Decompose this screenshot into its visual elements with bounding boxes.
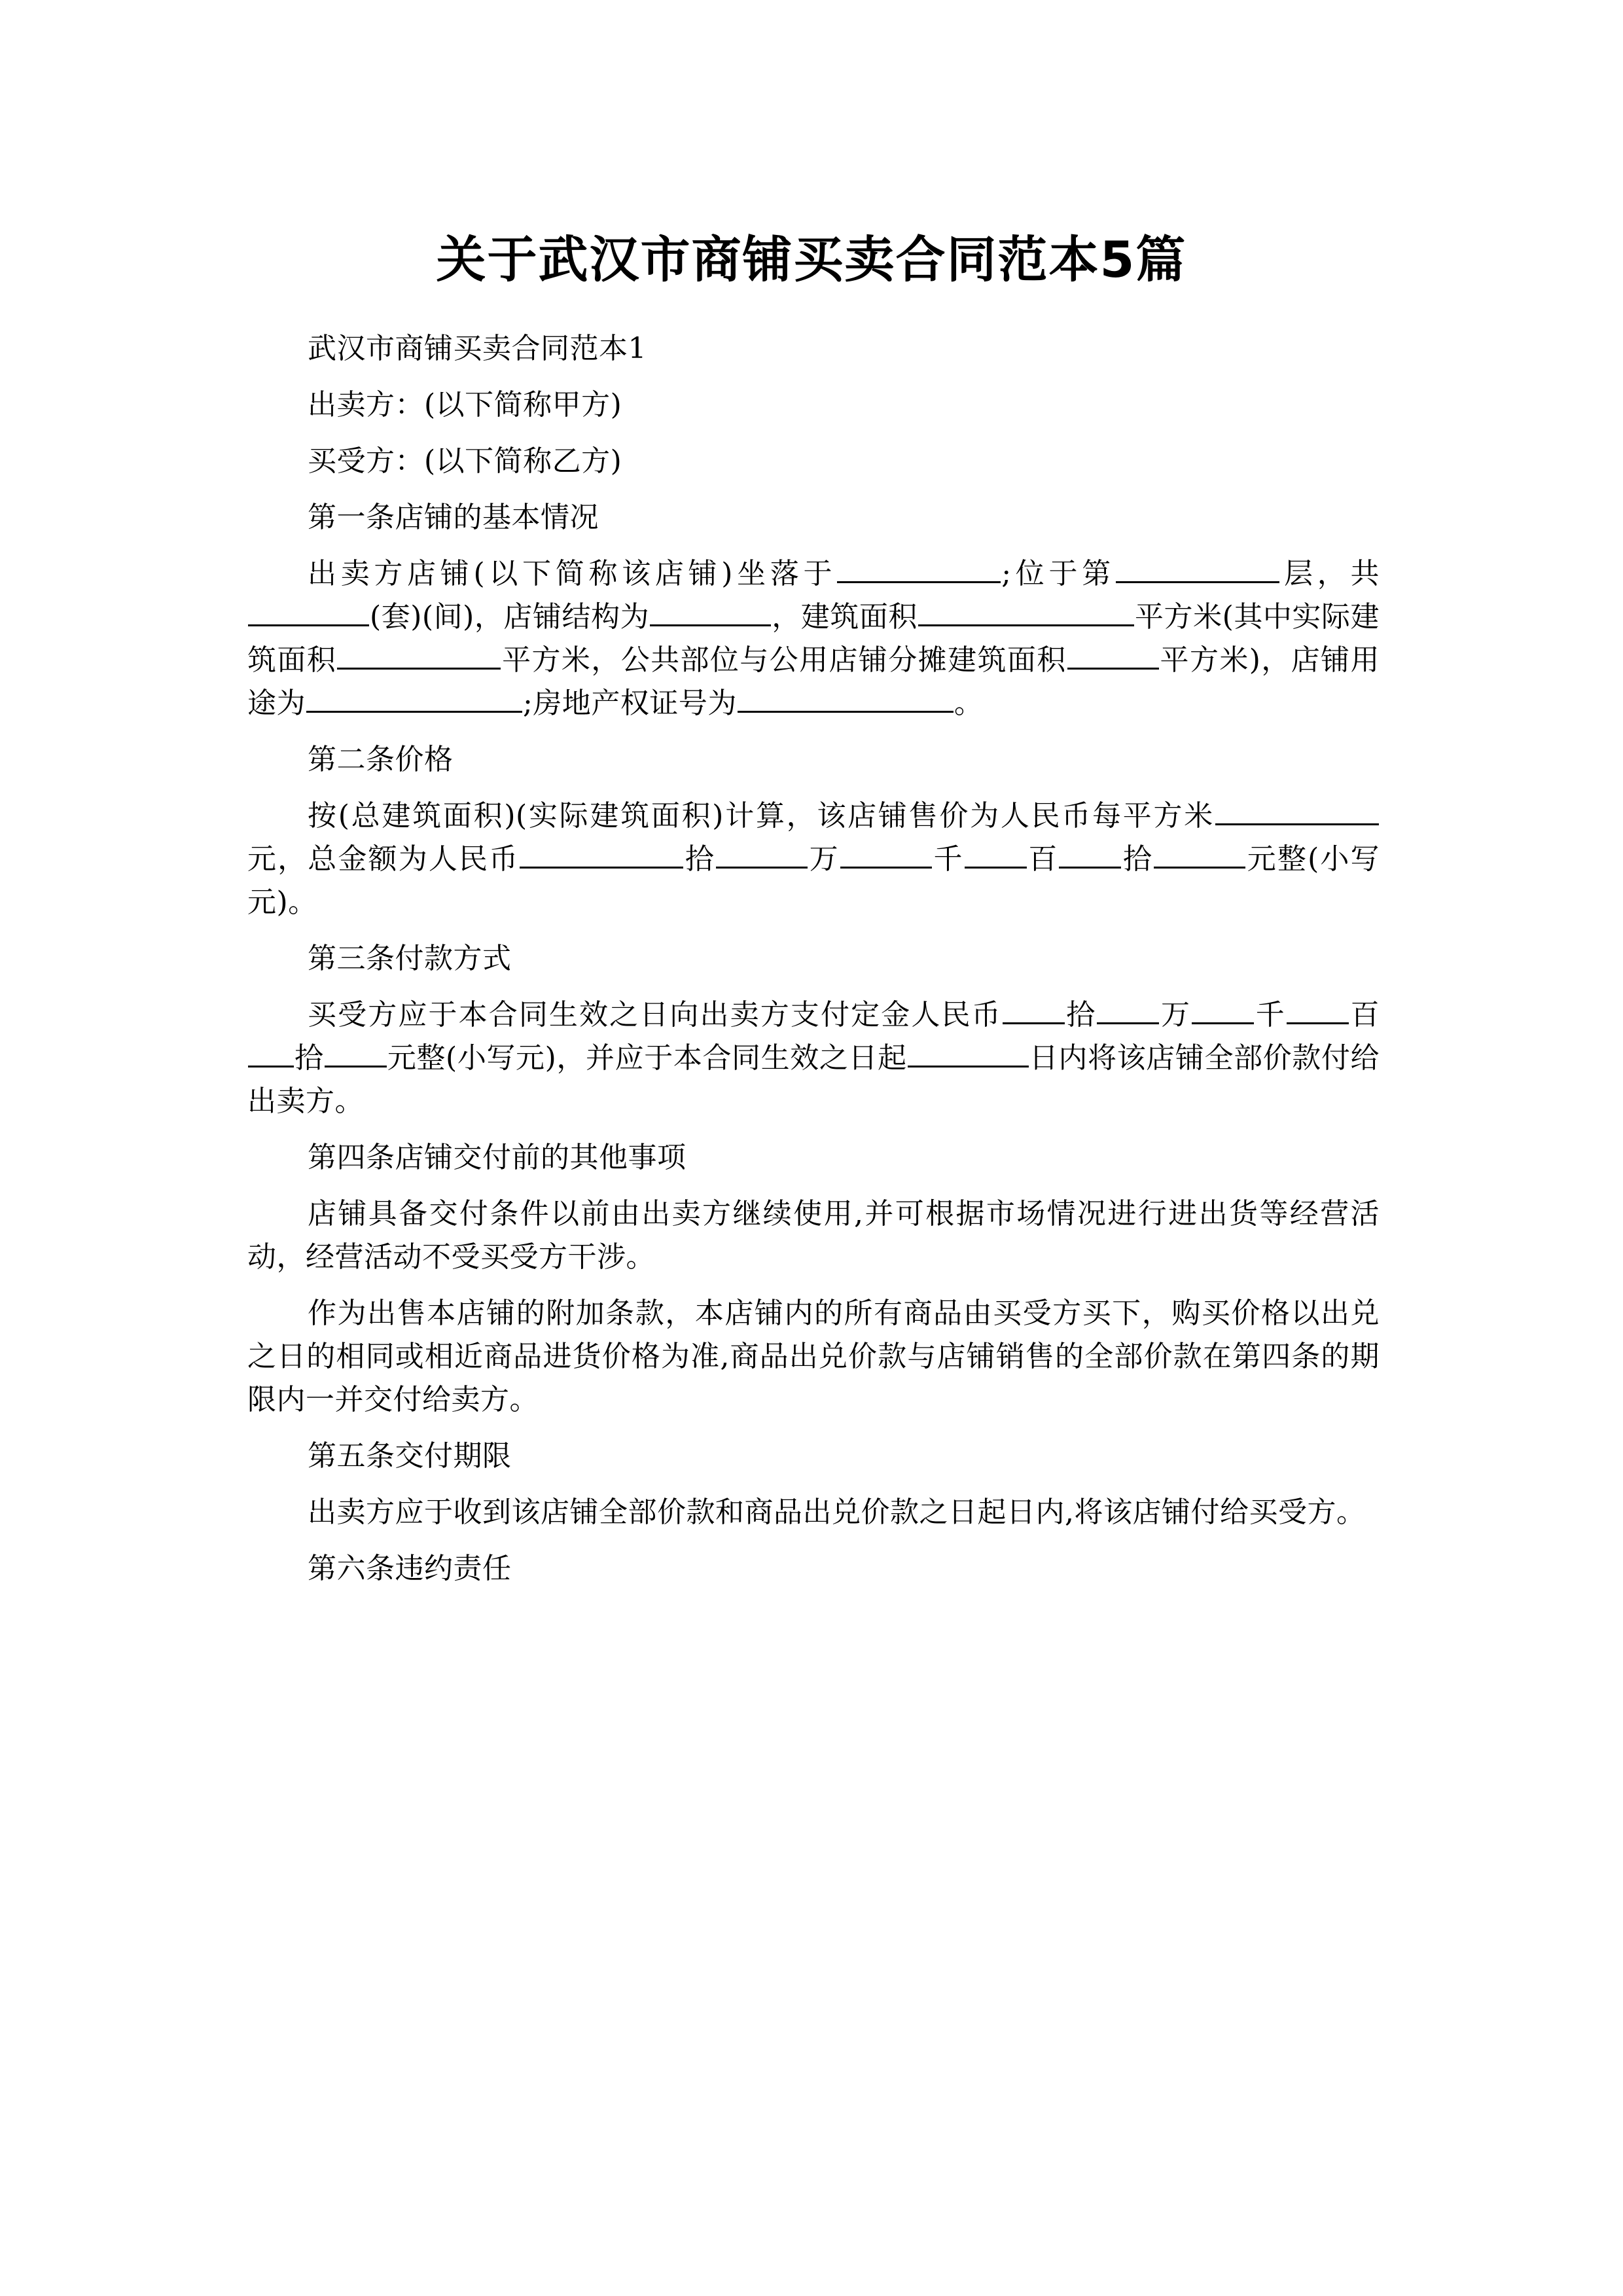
paragraph-article-5-body: 出卖方应于收到该店铺全部价款和商品出兑价款之日起日内,将该店铺付给买受方。 <box>308 1496 1366 1529</box>
fill-in-blank[interactable] <box>325 1037 387 1067</box>
fill-in-blank[interactable] <box>1116 552 1279 583</box>
fill-in-blank[interactable] <box>1192 994 1254 1024</box>
paragraph-article-5-heading: 第五条交付期限 <box>308 1439 512 1473</box>
paragraph-heading-sample-1: 武汉市商铺买卖合同范本1 <box>308 332 647 365</box>
paragraph-article-2-body: 按(总建筑面积)(实际建筑面积)计算，该店铺售价为人民币每平方米元，总金额为人民币 拾 万 千 百 拾 元整(小写元)。 <box>247 795 1380 924</box>
paragraph-article-6-heading: 第六条违约责任 <box>308 1552 512 1585</box>
fill-in-blank[interactable] <box>716 838 808 869</box>
fill-in-blank[interactable] <box>520 838 683 869</box>
paragraph-party-buyer: 买受方：(以下简称乙方) <box>308 444 622 478</box>
fill-in-blank[interactable] <box>837 552 1001 583</box>
paragraph-article-1-heading: 第一条店铺的基本情况 <box>308 501 599 534</box>
paragraph-article-1-body: 出卖方店铺(以下简称该店铺)坐落于 ;位于第 层，共(套)(间)，店铺结构为 ，建筑面积 平方米(其中实际建筑面积 平方米，公共部位与公用店铺分摊建筑面积 平方米)，店铺用途为 ;房地产权证号为 。 <box>247 552 1380 725</box>
fill-in-blank[interactable] <box>1215 795 1379 825</box>
page-title: 关于武汉市商铺买卖合同范本5篇 <box>436 230 1187 289</box>
paragraph-article-4-body-2: 作为出售本店铺的附加条款，本店铺内的所有商品由买受方买下，购买价格以出兑之日的相同或相近商品进货价格为准,商品出兑价款与店铺销售的全部价款在第四条的期限内一并交付给卖方。 <box>247 1297 1380 1416</box>
fill-in-blank[interactable] <box>1097 994 1159 1024</box>
fill-in-blank[interactable] <box>738 682 954 713</box>
fill-in-blank[interactable] <box>1003 994 1065 1024</box>
fill-in-blank[interactable] <box>337 639 501 670</box>
fill-in-blank[interactable] <box>248 596 369 626</box>
fill-in-blank[interactable] <box>840 838 932 869</box>
fill-in-blank[interactable] <box>306 682 522 713</box>
paragraph-article-3-body: 买受方应于本合同生效之日向出卖方支付定金人民币 拾 万 千 百拾 元整(小写元)，并应于本合同生效之日起 日内将该店铺全部价款付给出卖方。 <box>247 994 1380 1123</box>
fill-in-blank[interactable] <box>248 1037 294 1067</box>
fill-in-blank[interactable] <box>1287 994 1349 1024</box>
fill-in-blank[interactable] <box>1067 639 1159 670</box>
fill-in-blank[interactable] <box>1059 838 1121 869</box>
fill-in-blank[interactable] <box>965 838 1027 869</box>
paragraph-article-3-heading: 第三条付款方式 <box>308 942 512 975</box>
paragraph-article-4-body-1: 店铺具备交付条件以前由出卖方继续使用,并可根据市场情况进行进出货等经营活动，经营活动不受买受方干涉。 <box>247 1197 1380 1274</box>
document-body <box>247 327 1380 1604</box>
paragraph-article-4-heading: 第四条店铺交付前的其他事项 <box>308 1141 687 1174</box>
paragraph-article-2-heading: 第二条价格 <box>308 743 454 776</box>
paragraph-party-seller: 出卖方：(以下简称甲方) <box>308 388 622 422</box>
fill-in-blank[interactable] <box>650 596 771 626</box>
fill-in-blank[interactable] <box>918 596 1134 626</box>
fill-in-blank[interactable] <box>908 1037 1029 1067</box>
fill-in-blank[interactable] <box>1154 838 1245 869</box>
